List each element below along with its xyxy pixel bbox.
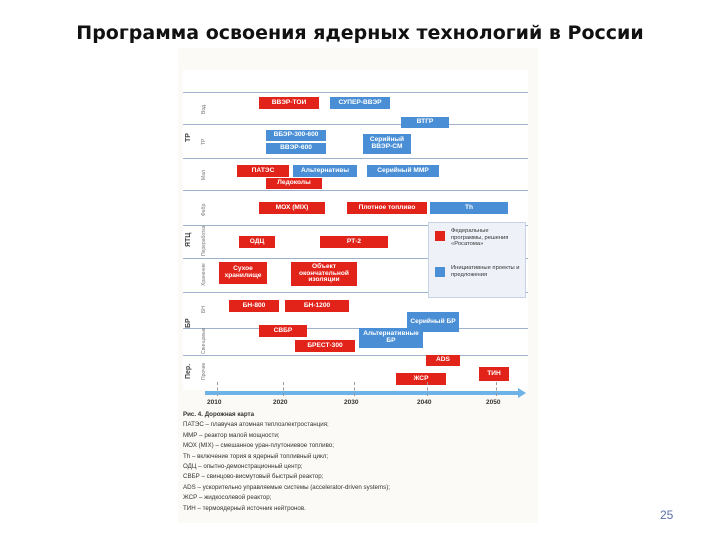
legend-swatch-federal bbox=[435, 231, 445, 241]
caption-line: СВБР – свинцово-висмутовый быстрый реактор; bbox=[183, 473, 324, 481]
box-odc: ОДЦ bbox=[239, 236, 275, 248]
box-vber-300-600: ВБЭР-300-600 bbox=[266, 130, 326, 141]
year-tick bbox=[354, 382, 356, 396]
legend-label-initiative: Инициативные проекты и предложения bbox=[451, 265, 520, 278]
lane-line bbox=[183, 124, 528, 125]
box-alternatives: Альтернативы bbox=[293, 165, 357, 177]
group-label-yatc: ЯТЦ bbox=[185, 232, 192, 248]
caption-line: ПАТЭС – плавучая атомная теплоэлектростанция; bbox=[183, 421, 329, 429]
box-vtgr: ВТГР bbox=[401, 117, 449, 128]
legend-label-federal: Федеральные программы, решения «Росатома» bbox=[451, 228, 509, 248]
sublane-label: Прочие bbox=[201, 362, 207, 380]
lane-line bbox=[183, 355, 528, 356]
box-rt2: РТ-2 bbox=[320, 236, 388, 248]
year-label: 2020 bbox=[273, 399, 288, 406]
page-title: Программа освоения ядерных технологий в России bbox=[76, 22, 644, 44]
group-label-br: БР bbox=[185, 318, 192, 328]
box-dense-fuel: Плотное топливо bbox=[347, 202, 427, 214]
caption-line: ТИН – термоядерный источник нейтронов. bbox=[183, 504, 306, 512]
group-label-tr: ТР bbox=[185, 133, 192, 143]
lane-line bbox=[183, 92, 528, 93]
box-ads: ADS bbox=[426, 355, 460, 366]
legend-swatch-initiative bbox=[435, 267, 445, 277]
year-label: 2050 bbox=[486, 399, 501, 406]
year-tick bbox=[427, 382, 429, 396]
sublane-label: Переработка bbox=[201, 225, 207, 256]
year-label: 2010 bbox=[207, 399, 222, 406]
box-alt-br: Альтернативные БР bbox=[359, 328, 423, 348]
legend bbox=[428, 222, 526, 298]
caption-line: ЖСР – жидкосолевой реактор; bbox=[183, 494, 272, 502]
sublane-label: Мал bbox=[201, 170, 207, 180]
box-zhsr: ЖСР bbox=[396, 373, 446, 385]
sublane-label: Свинцовые bbox=[201, 327, 207, 354]
box-svbr: СВБР bbox=[259, 325, 307, 337]
sublane-label: Вод. bbox=[201, 103, 207, 115]
year-label: 2040 bbox=[417, 399, 432, 406]
box-pates: ПАТЭС bbox=[237, 165, 289, 177]
box-serial-br: Серийный БР bbox=[407, 312, 459, 332]
caption-line: Th – включение тория в ядерный топливный цикл; bbox=[183, 452, 329, 460]
box-vver-600: ВВЭР-600 bbox=[266, 143, 326, 154]
box-bn1200: БН-1200 bbox=[285, 300, 349, 312]
box-bn800: БН-800 bbox=[229, 300, 279, 312]
timeline-axis bbox=[205, 391, 520, 395]
caption-line: ОДЦ – опытно-демонстрационный центр; bbox=[183, 463, 303, 471]
year-tick bbox=[217, 382, 219, 396]
box-icebreakers: Ледоколы bbox=[266, 178, 322, 189]
sublane-label: Хранение bbox=[201, 263, 207, 287]
page-number: 25 bbox=[660, 508, 674, 522]
timeline-arrow-icon bbox=[518, 388, 526, 398]
sublane-label: БН bbox=[201, 306, 207, 314]
lane-line bbox=[183, 190, 528, 191]
year-tick bbox=[496, 382, 498, 396]
caption-line: МОХ (MIX) – смешанное уран-плутониевое топливо; bbox=[183, 442, 334, 450]
sublane-label: ТР bbox=[201, 138, 207, 146]
box-final-isolation: Объект окончательной изоляции bbox=[291, 262, 357, 286]
caption-line: ADS – ускорительно управляемые системы (accelerator-driven systems); bbox=[183, 483, 391, 491]
box-mox: МОХ (MIX) bbox=[259, 202, 325, 214]
box-serial-vver-sm: Серийный ВВЭР-СМ bbox=[363, 134, 411, 154]
box-th: Th bbox=[430, 202, 508, 214]
box-brest300: БРЕСТ-300 bbox=[295, 340, 355, 352]
group-label-other: Пер. bbox=[185, 363, 192, 379]
box-dry-storage: Сухое хранилище bbox=[219, 262, 267, 284]
box-vver-toi: ВВЭР-ТОИ bbox=[259, 97, 319, 109]
roadmap-chart bbox=[183, 70, 528, 406]
lane-line bbox=[183, 328, 528, 329]
year-tick bbox=[283, 382, 285, 396]
box-super-vver: СУПЕР-ВВЭР bbox=[330, 97, 390, 109]
caption-line: ММР – реактор малой мощности; bbox=[183, 431, 280, 439]
sublane-label: Фабр. bbox=[201, 202, 207, 216]
year-label: 2030 bbox=[344, 399, 359, 406]
caption-line: Рис. 4. Дорожная карта bbox=[183, 411, 255, 418]
box-tin: ТИН bbox=[479, 367, 509, 381]
box-serial-mmr: Серийный ММР bbox=[367, 165, 439, 177]
lane-line bbox=[183, 158, 528, 159]
figure-caption bbox=[183, 410, 483, 514]
